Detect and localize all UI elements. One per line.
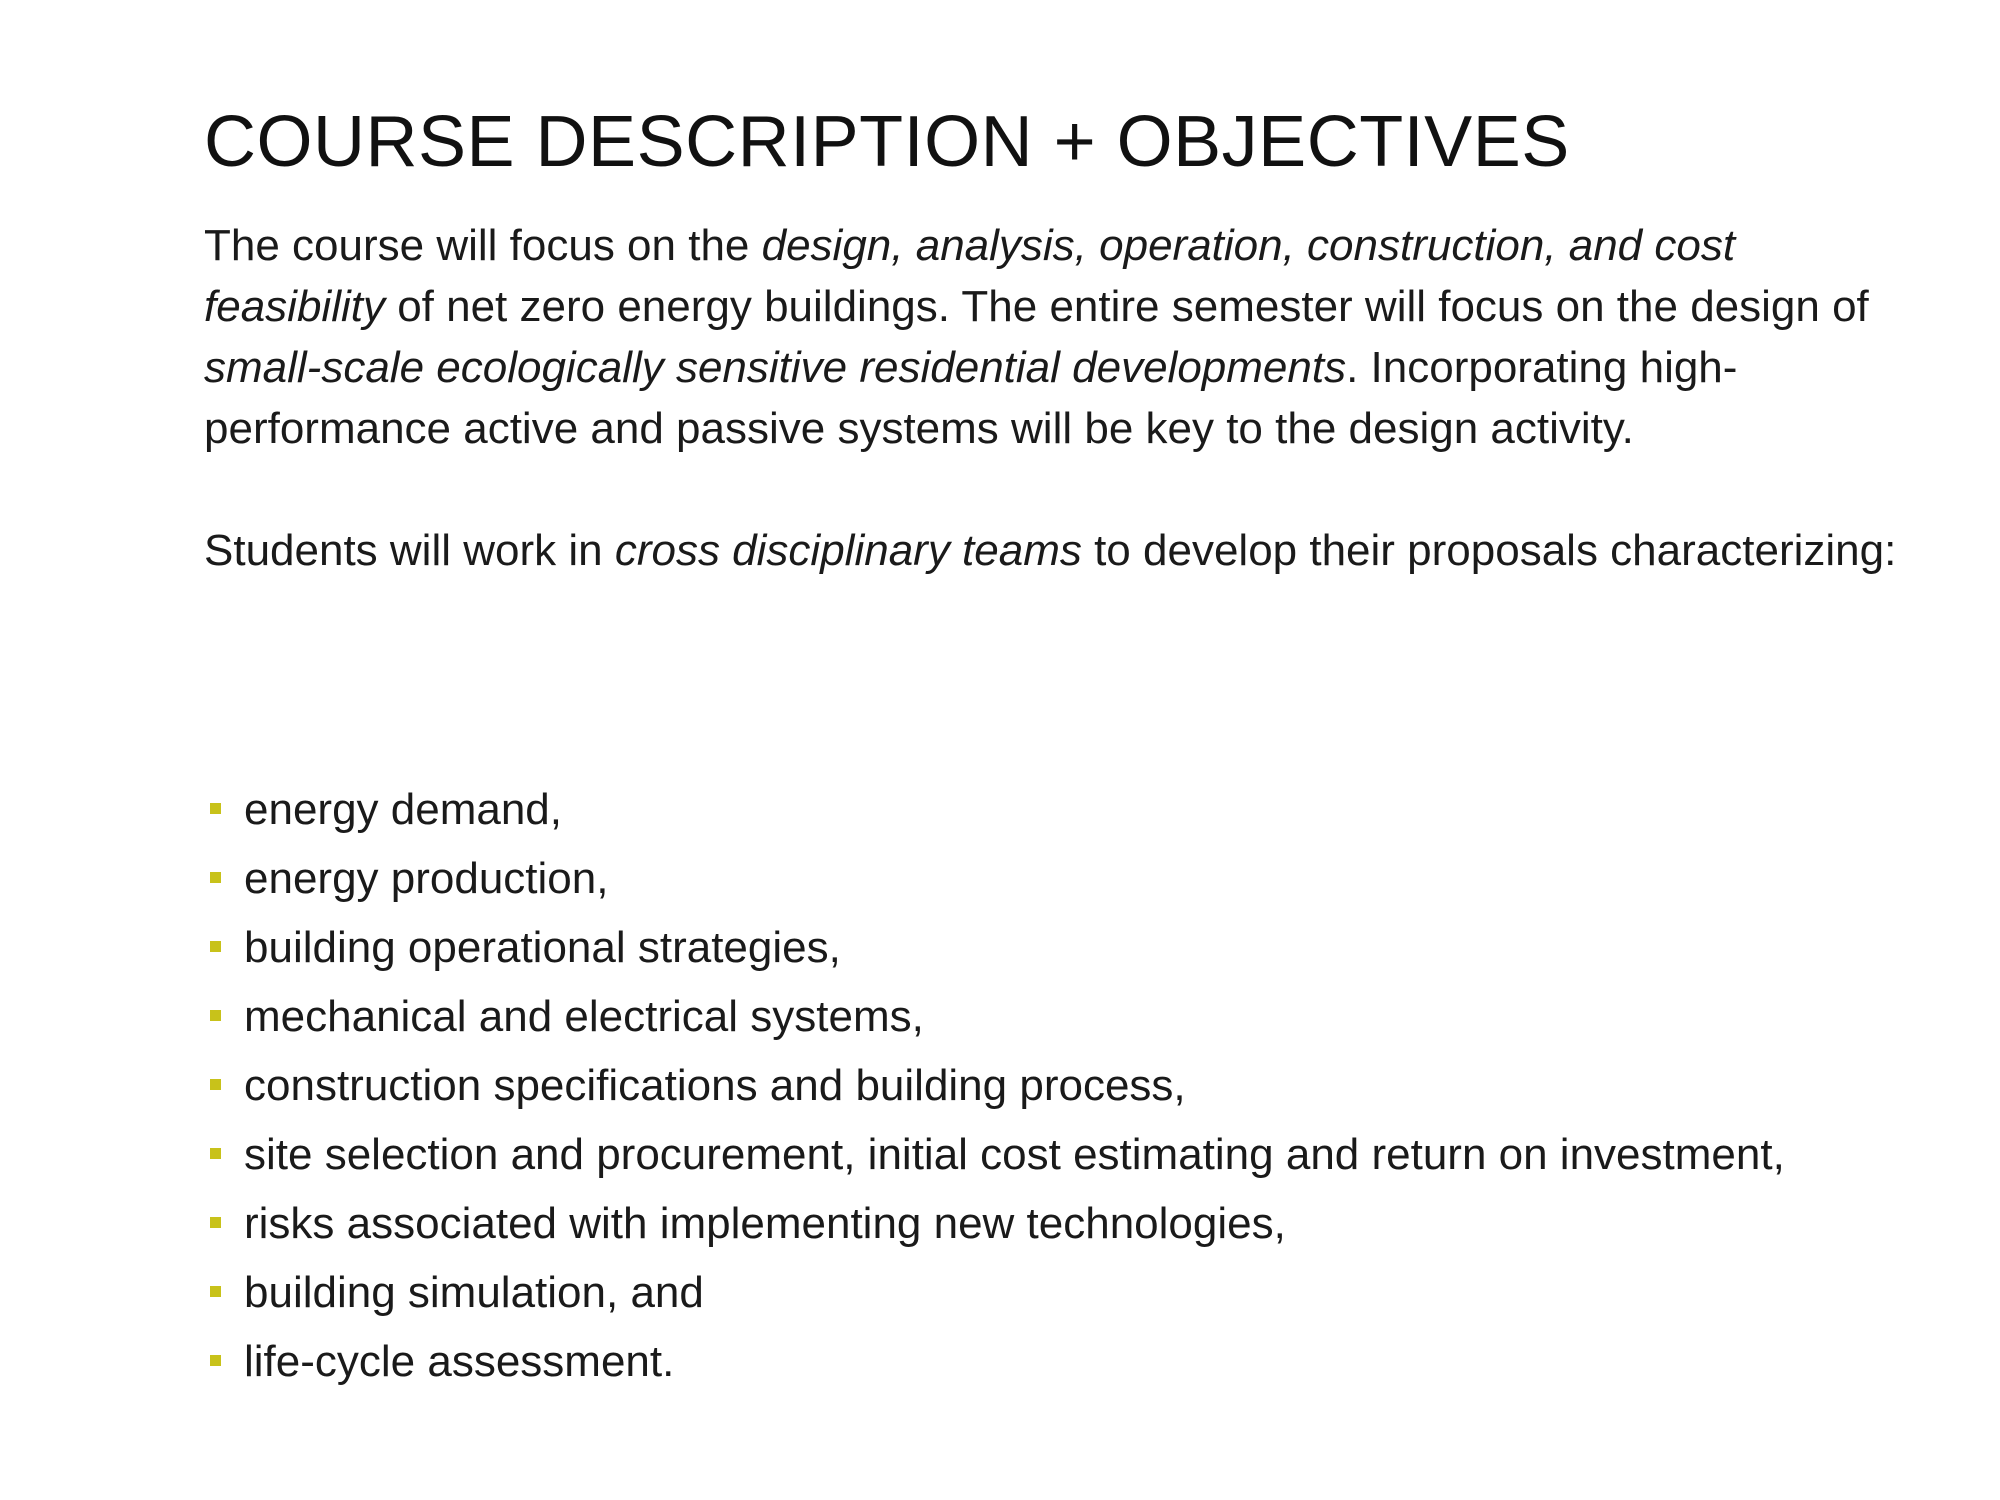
list-item	[204, 848, 1904, 909]
paragraph-2-text-2: to develop their proposals characterizing:	[1081, 526, 1897, 575]
paragraph-1-text-2: of net zero energy buildings. The entire semester will focus on the design of	[384, 282, 1869, 331]
list-item	[204, 917, 1904, 978]
list-item-text: construction specifications and building process,	[244, 1061, 1186, 1110]
square-bullet-icon	[210, 1355, 221, 1366]
list-item-text: risks associated with implementing new technologies,	[244, 1199, 1286, 1248]
square-bullet-icon	[210, 1010, 221, 1021]
list-item-text: energy demand,	[244, 785, 562, 834]
description-body	[204, 215, 1904, 581]
list-item	[204, 1055, 1904, 1116]
paragraph-1	[204, 215, 1904, 459]
list-item	[204, 779, 1904, 840]
list-item	[204, 986, 1904, 1047]
list-item	[204, 1331, 1904, 1392]
list-item-text: energy production,	[244, 854, 609, 903]
square-bullet-icon	[210, 941, 221, 952]
list-item	[204, 1262, 1904, 1323]
list-item	[204, 1124, 1904, 1185]
square-bullet-icon	[210, 1217, 221, 1228]
paragraph-1-emphasis-1: design, analysis, operation, construction, and cost feasibility	[204, 221, 1736, 331]
paragraph-2-text-1: Students will work in	[204, 526, 615, 575]
square-bullet-icon	[210, 803, 221, 814]
paragraph-2-emphasis-1: cross disciplinary teams	[614, 526, 1082, 575]
square-bullet-icon	[210, 1286, 221, 1297]
slide-title: COURSE DESCRIPTION + OBJECTIVES	[204, 102, 1570, 182]
paragraph-1-emphasis-2: small-scale ecologically sensitive residential developments	[204, 343, 1347, 392]
list-item-text: mechanical and electrical systems,	[244, 992, 924, 1041]
list-item-text: building operational strategies,	[244, 923, 841, 972]
square-bullet-icon	[210, 872, 221, 883]
objectives-list	[204, 779, 1904, 1400]
list-item-text: building simulation, and	[244, 1268, 704, 1317]
paragraph-2	[204, 520, 1904, 581]
list-item	[204, 1193, 1904, 1254]
list-item-text: life-cycle assessment.	[244, 1337, 675, 1386]
square-bullet-icon	[210, 1079, 221, 1090]
paragraph-1-text-1: The course will focus on the	[204, 221, 762, 270]
paragraph-1-text-3: . Incorporating high-performance active and passive systems will be key to the design activity.	[204, 343, 1738, 453]
list-item-text: site selection and procurement, initial cost estimating and return on investment,	[244, 1130, 1785, 1179]
square-bullet-icon	[210, 1148, 221, 1159]
